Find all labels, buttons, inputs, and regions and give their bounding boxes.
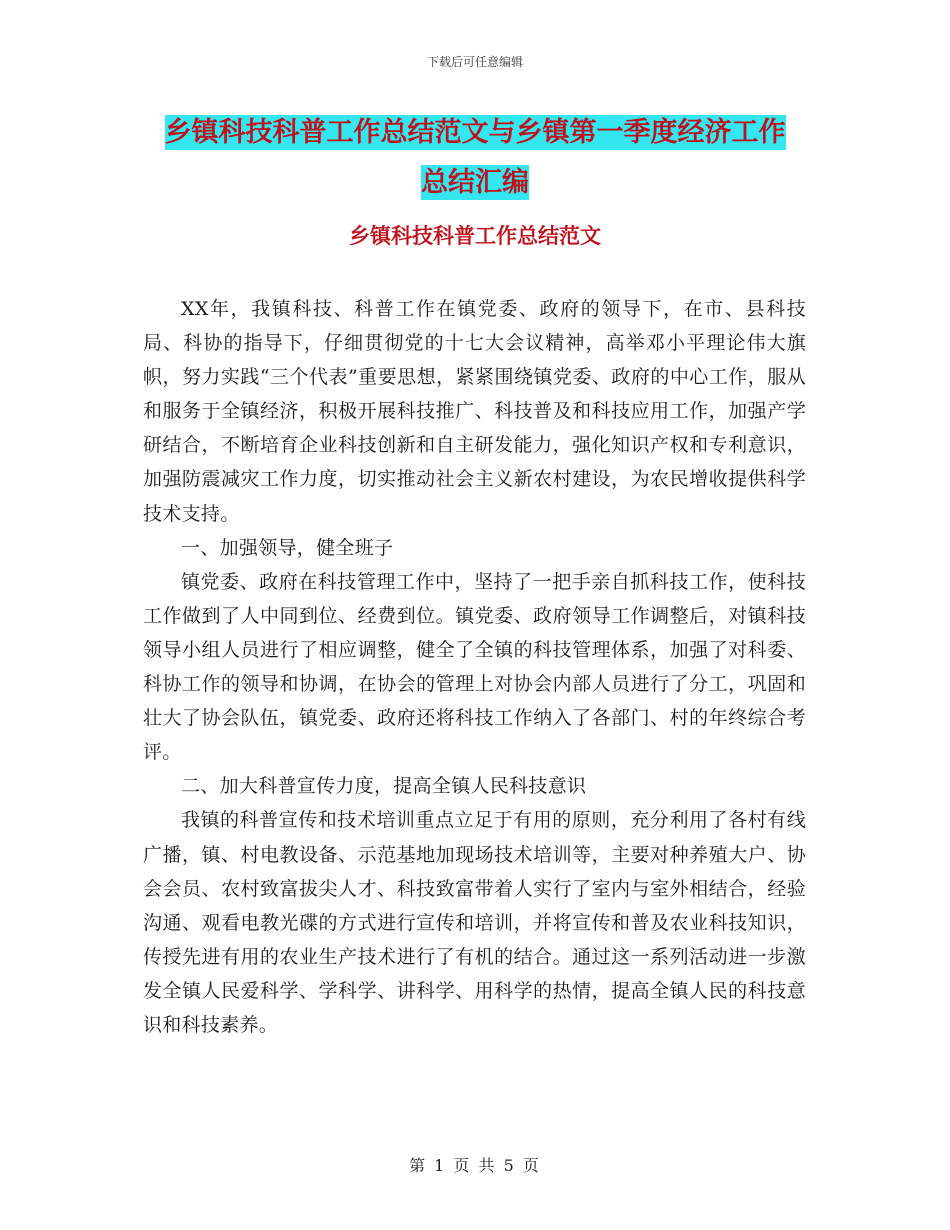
paragraph-intro: XX年，我镇科技、科普工作在镇党委、政府的领导下，在市、县科技局、科协的指导下，仔细贯彻党的十七大会议精神，高举邓小平理论伟大旗帜，努力实践“三个代表”重要思想，紧紧围绕镇党委、政府的中心工作，服从和服务于全镇经济，积极开展科技推广、科技普及和科技应用工作，加强产学研结合，不断培育企业科技创新和自主研发能力，强化知识产权和专利意识，加强防震减灾工作力度，切实推动社会主义新农村建设，为农民增收提供科学技术支持。 [143, 298, 806, 525]
header-note: 下载后可任意编辑 [426, 55, 523, 69]
heading-leadership: 一、加强领导，健全班子 [181, 536, 394, 559]
page-number: 第 1 页 共 5 页 [409, 1156, 541, 1175]
section-title: 乡镇科技科普工作总结范文 [349, 224, 601, 248]
document-title [150, 108, 800, 208]
paragraph-leadership: 镇党委、政府在科技管理工作中，坚持了一把手亲自抓科技工作，使科技工作做到了人中同到位、经费到位。镇党委、政府领导工作调整后，对镇科技领导小组人员进行了相应调整，健全了全镇的科技管理体系，加强了对科委、科协工作的领导和协调，在协会的管理上对协会内部人员进行了分工，巩固和壮大了协会队伍，镇党委、政府还将科技工作纳入了各部门、村的年终综合考评。 [143, 570, 806, 764]
title-line-2: 总结汇编 [421, 167, 529, 198]
document-body [143, 292, 806, 1042]
title-line-1: 乡镇科技科普工作总结范文与乡镇第一季度经济工作 [164, 117, 786, 148]
heading-publicity: 二、加大科普宣传力度，提高全镇人民科技意识 [181, 775, 587, 798]
paragraph-publicity: 我镇的科普宣传和技术培训重点立足于有用的原则，充分利用了各村有线广播，镇、村电教设备、示范基地加现场技术培训等，主要对种养殖大户、协会会员、农村致富拔尖人才、科技致富带着人实行了室内与室外相结合，经验沟通、观看电教光碟的方式进行宣传和培训，并将宣传和普及农业科技知识，传授先进有用的农业生产技术进行了有机的结合。通过这一系列活动进一步激发全镇人民爱科学、学科学、讲科学、用科学的热情，提高全镇人民的科技意识和科技素养。 [143, 809, 806, 1036]
